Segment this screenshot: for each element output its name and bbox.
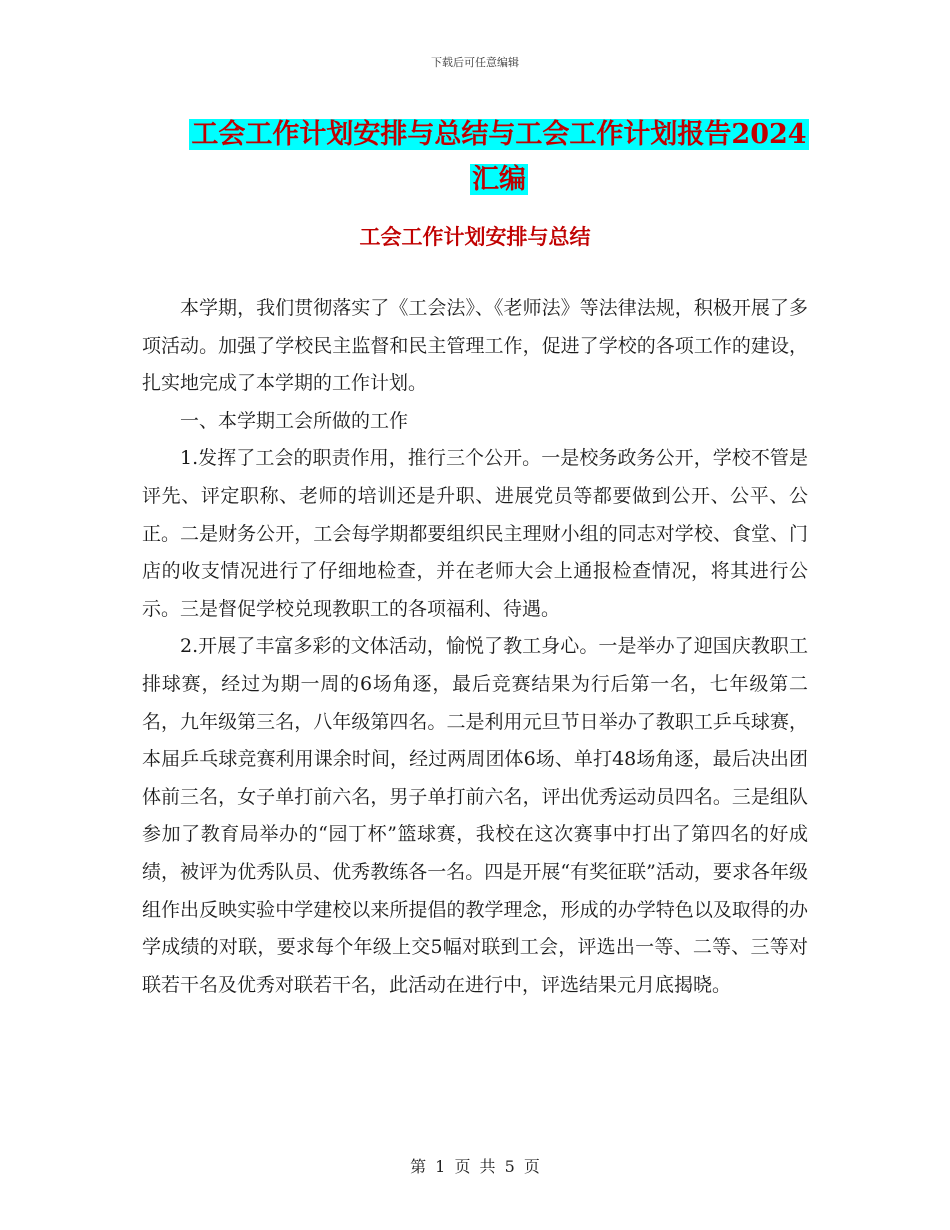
page-header-note: 下载后可任意编辑 xyxy=(431,56,519,69)
paragraph-intro: 本学期，我们贯彻落实了《工会法》、《老师法》等法律法规，积极开展了多项活动。加强了学校民主监督和民主管理工作，促进了学校的各项工作的建设，扎实地完成了本学期的工作计划。 xyxy=(142,297,808,395)
paragraph-heading-1: 一、本学期工会所做的工作 xyxy=(180,409,409,432)
document-title xyxy=(188,112,810,202)
paragraph-item-2: 2.开展了丰富多彩的文体活动，愉悦了教工身心。一是举办了迎国庆教职工排球赛，经过为期一周的6场角逐，最后竞赛结果为行后第一名，七年级第二名，九年级第三名，八年级第四名。二是利用元旦节日举办了教职工乒乓球赛，本届乒乓球竞赛利用课余时间，经过两周团体6场、单打48场角逐，最后决出团体前三名，女子单打前六名，男子单打前六名，评出优秀运动员四名。三是组队参加了教育局举办的“园丁杯”篮球赛，我校在这次赛事中打出了第四名的好成绩，被评为优秀队员、优秀教练各一名。四是开展“有奖征联”活动，要求各年级组作出反映实验中学建校以来所提倡的教学理念，形成的办学特色以及取得的办学成绩的对联，要求每个年级上交5幅对联到工会，评选出一等、二等、三等对联若干名及优秀对联若干名，此活动在进行中，评选结果元月底揭晓。 xyxy=(142,635,808,996)
page-number: 第 1 页 共 5 页 xyxy=(410,1157,540,1176)
document-body xyxy=(142,290,808,1004)
section-title: 工会工作计划安排与总结 xyxy=(359,224,591,249)
paragraph-item-1: 1.发挥了工会的职责作用，推行三个公开。一是校务政务公开，学校不管是评先、评定职称、老师的培训还是升职、进展党员等都要做到公开、公平、公正。二是财务公开，工会每学期都要组织民主理财小组的同志对学校、食堂、门店的收支情况进行了仔细地检查，并在老师大会上通报检查情况，将其进行公示。三是督促学校兑现教职工的各项福利、待遇。 xyxy=(142,447,808,620)
document-title-text: 工会工作计划安排与总结与工会工作计划报告2024汇编 xyxy=(191,119,807,195)
